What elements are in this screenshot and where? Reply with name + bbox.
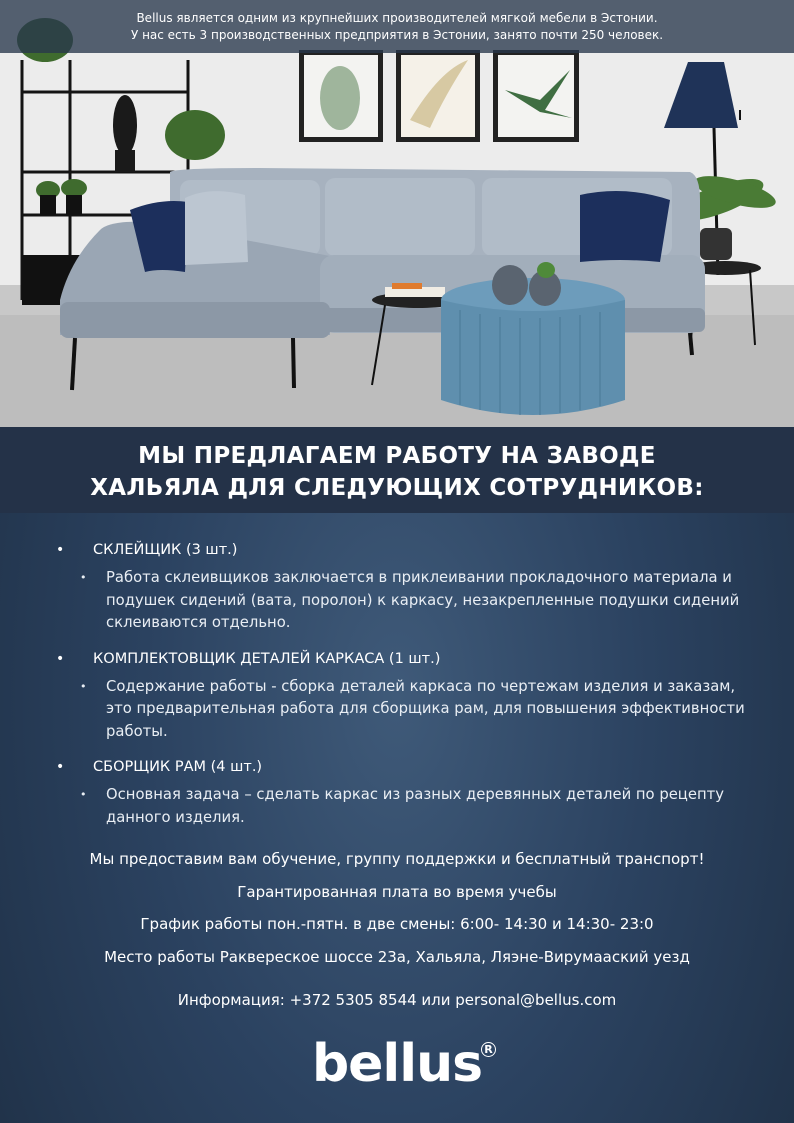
position-item: [56, 649, 756, 744]
title-line-1: МЫ ПРЕДЛАГАЕМ РАБОТУ НА ЗАВОДЕ: [138, 443, 656, 469]
intro-line-2: У нас есть 3 производственных предприятия в Эстонии, занято почти 250 человек.: [130, 28, 664, 42]
sub-bullet: •: [80, 788, 87, 801]
position-title: СКЛЕЙЩИК (3 шт.): [93, 542, 238, 558]
living-room-photo: [0, 0, 794, 427]
sub-bullet: •: [80, 571, 87, 584]
benefit-location: Место работы Раквереское шоссе 23а, Хальяла, Ляэне-Вирумааский уезд: [104, 947, 690, 966]
contact-info: Информация: +372 5305 8544 или personal@bellus.com: [177, 991, 617, 1009]
position-title: КОМПЛЕКТОВЩИК ДЕТАЛЕЙ КАРКАСА (1 шт.): [93, 650, 441, 667]
sub-bullet: •: [80, 679, 87, 693]
position-description: Работа склеивщиков заключается в приклеивании прокладочного материала и подушек сидений (вата, поролон) к каркасу, незакрепленные подушки сидений склеиваются отдельно.: [106, 569, 740, 631]
bullet: •: [56, 759, 65, 775]
bullet: •: [56, 650, 65, 667]
logo-wordmark: bellus: [311, 1034, 483, 1094]
position-item: [56, 540, 756, 635]
position-title: СБОРЩИК РАМ (4 шт.): [93, 759, 263, 775]
wall-frames: [299, 50, 579, 142]
registered-mark-icon: R: [481, 1042, 496, 1057]
title-line-2: ХАЛЬЯЛА ДЛЯ СЛЕДУЮЩИХ СОТРУДНИКОВ:: [90, 475, 704, 501]
intro-line-1: Bellus является одним из крупнейших производителей мягкой мебели в Эстонии.: [136, 11, 658, 25]
bullet: •: [56, 542, 65, 558]
benefit-paid-training: Гарантированная плата во время учебы: [237, 882, 557, 901]
bellus-logo: [0, 1034, 794, 1094]
sofa-illustration: [0, 0, 794, 427]
position-description: Основная задача – сделать каркас из разных деревянных деталей по рецепту данного изделия.: [106, 786, 725, 826]
benefit-training: Мы предоставим вам обучение, группу поддержки и бесплатный транспорт!: [89, 850, 705, 868]
job-positions-list: [56, 540, 756, 843]
intro-bar: [0, 0, 794, 53]
page-title: [0, 440, 794, 504]
benefits-block: [0, 849, 794, 979]
position-item: [56, 757, 756, 829]
benefit-schedule: График работы пон.-пятн. в две смены: 6:00- 14:30 и 14:30- 23:0: [140, 915, 654, 933]
pouf: [441, 262, 625, 415]
position-description: Содержание работы - сборка деталей каркаса по чертежам изделия и заказам, это предварительная работа для сборщика рам, для повышения эффективности работы.: [106, 677, 745, 740]
